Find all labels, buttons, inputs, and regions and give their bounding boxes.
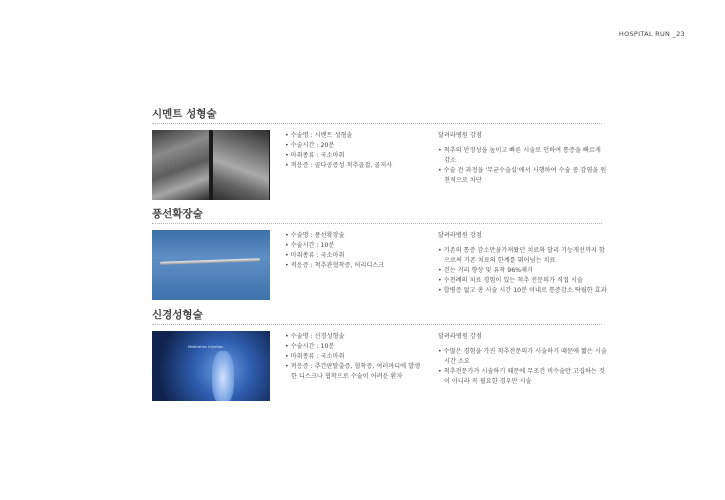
benefits: [438, 231, 608, 296]
benefit-item: • 수술 전 과정을 '무균수술실'에서 시행하여 수술 중 감염을 원천적으로 차단: [438, 166, 608, 186]
procedure-info: [285, 332, 425, 382]
procedure-info: [285, 131, 425, 171]
section-balloon: [152, 207, 607, 294]
info-item: • 수술명 : 풍선확장술: [285, 231, 425, 241]
image-label: Medication Injection: [188, 345, 224, 349]
section-cement: [152, 107, 607, 184]
info-item: • 수술시간 : 10분: [285, 342, 425, 352]
benefit-item: • 기존의 통증 감소만을가져왔던 치료와 달리 기능개선까지 함으로써 기존 치료의 한계를 뛰어넘는 치료: [438, 246, 608, 266]
benefits: [438, 332, 608, 387]
section-nerve: [152, 308, 607, 385]
info-item: • 마취종류 : 국소마취: [285, 352, 425, 362]
benefit-item: • 수많은 경험을 가진 척추전문의가 시술하기 때문에 짧은 시술 시간 소요: [438, 347, 608, 367]
xray-image: [152, 130, 270, 200]
info-item: • 마취종류 : 국소마취: [285, 151, 425, 161]
info-item: • 적응증 : 추간판탈출증, 협착증, 여러마디에 발생한 디스크나 협착으로 수술이 어려운 환자: [285, 362, 425, 382]
info-item: • 적응증 : 골다공증성 척추골절, 골저사: [285, 161, 425, 171]
section-title: 풍선확장술: [152, 207, 602, 224]
benefit-item: • 걷는 거리 향상 및 유착 96%제거: [438, 266, 608, 276]
info-item: • 적응증 : 척추관협착증, 허리디스크: [285, 261, 425, 271]
section-title: 시멘트 성형술: [152, 107, 602, 124]
benefits: [438, 131, 608, 186]
benefit-item: • 척추의 안정성을 높이고 빠른 시술로 인하여 통증을 빠르게 감소: [438, 146, 608, 166]
balloon-catheter-image: [152, 230, 270, 300]
info-item: • 수술시간 : 20분: [285, 141, 425, 151]
benefits-title: 달려라병원 강점: [438, 132, 482, 139]
page-header: HOSPITAL RUN _23: [618, 30, 685, 38]
benefit-item: • 합병증 없고 총 시술 시간 10분 이내로 통증감소 탁월한 효과: [438, 286, 608, 296]
info-item: • 수술명 : 시멘트 성형술: [285, 131, 425, 141]
benefit-item: • 척추전문가가 시술하기 때문에 무조건 비수술만 고집하는 것이 아니라 꼭 필요한 경우만 시술: [438, 367, 608, 387]
info-item: • 수술시간 : 10분: [285, 241, 425, 251]
benefit-item: • 수천례의 치료 경험이 있는 척추 전문의가 직접 시술: [438, 276, 608, 286]
procedure-info: [285, 231, 425, 271]
benefits-title: 달려라병원 강점: [438, 333, 482, 340]
info-item: • 수술명 : 신경성형술: [285, 332, 425, 342]
spine-illustration-image: [152, 331, 270, 401]
section-title: 신경성형술: [152, 308, 602, 325]
benefits-title: 달려라병원 강점: [438, 232, 482, 239]
info-item: • 마취종류 : 국소마취: [285, 251, 425, 261]
